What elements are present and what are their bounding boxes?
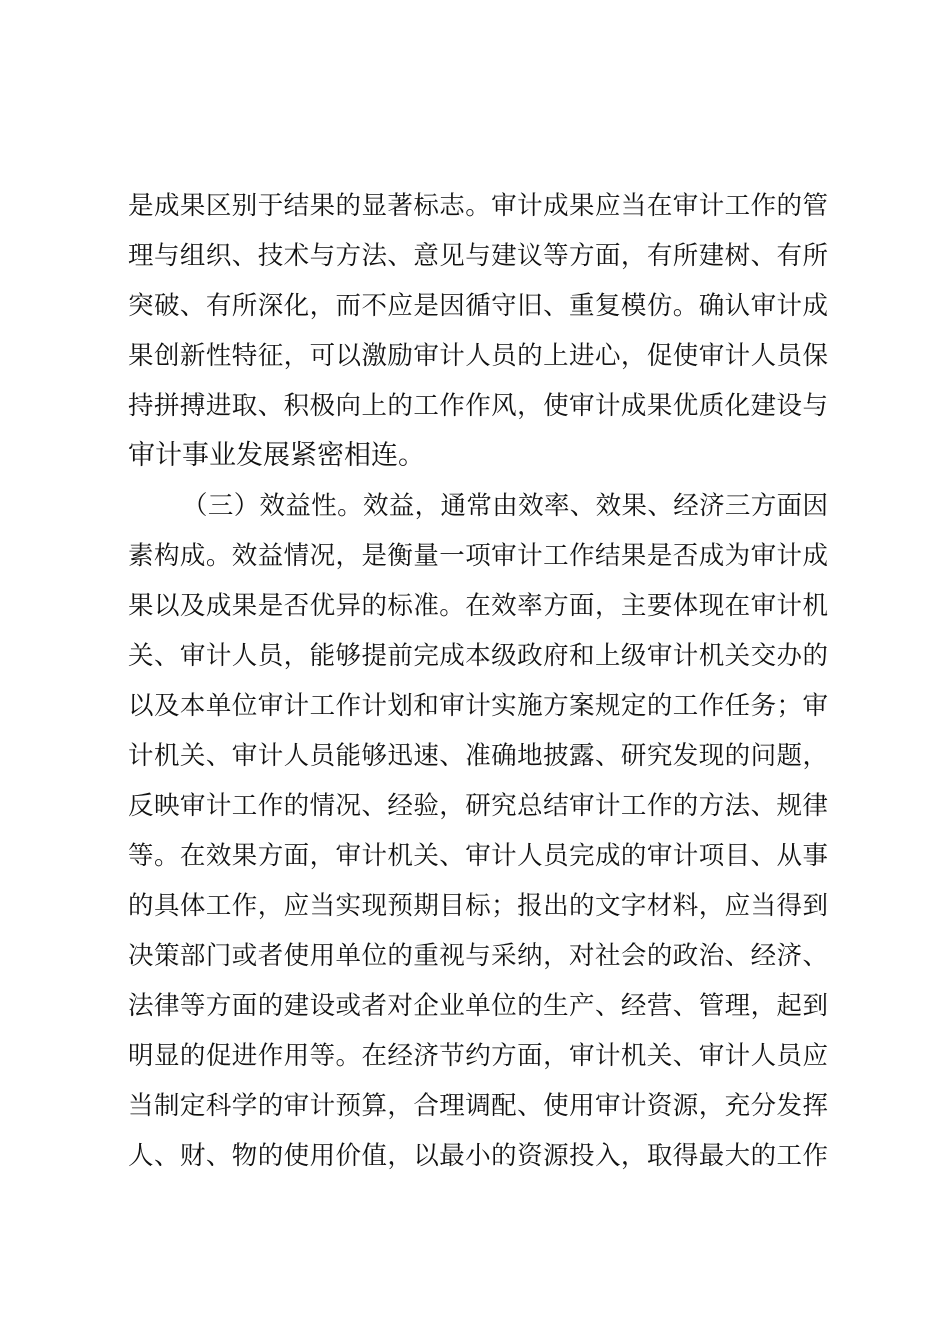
text-line: （三）效益性。效益，通常由效率、效果、经济三方面因	[182, 491, 828, 521]
text-line: 是成果区别于结果的显著标志。审计成果应当在审计工作的管	[128, 191, 828, 221]
text-line: 理与组织、技术与方法、意见与建议等方面，有所建树、有所	[128, 241, 828, 271]
text-line: 决策部门或者使用单位的重视与采纳，对社会的政治、经济、	[128, 941, 828, 971]
text-line: 人、财、物的使用价值，以最小的资源投入，取得最大的工作	[128, 1141, 828, 1171]
text-line: 审计事业发展紧密相连。	[128, 440, 425, 471]
text-line: 明显的促进作用等。在经济节约方面，审计机关、审计人员应	[128, 1041, 828, 1071]
text-line: 持拼搏进取、积极向上的工作作风，使审计成果优质化建设与	[128, 391, 828, 421]
text-line: 果以及成果是否优异的标准。在效率方面，主要体现在审计机	[128, 591, 828, 621]
text-line: 当制定科学的审计预算，合理调配、使用审计资源，充分发挥	[128, 1091, 828, 1121]
text-line: 素构成。效益情况，是衡量一项审计工作结果是否成为审计成	[128, 541, 828, 571]
text-line: 果创新性特征，可以激励审计人员的上进心，促使审计人员保	[128, 341, 828, 371]
text-line: 等。在效果方面，审计机关、审计人员完成的审计项目、从事	[128, 841, 828, 871]
text-line: 突破、有所深化，而不应是因循守旧、重复模仿。确认审计成	[128, 291, 828, 321]
text-line: 关、审计人员，能够提前完成本级政府和上级审计机关交办的	[128, 641, 828, 671]
text-line: 计机关、审计人员能够迅速、准确地披露、研究发现的问题，	[128, 741, 828, 771]
text-line: 以及本单位审计工作计划和审计实施方案规定的工作任务；审	[128, 691, 828, 721]
text-line: 的具体工作，应当实现预期目标；报出的文字材料，应当得到	[128, 891, 828, 921]
text-line: 法律等方面的建设或者对企业单位的生产、经营、管理，起到	[128, 991, 828, 1021]
text-line: 反映审计工作的情况、经验，研究总结审计工作的方法、规律	[128, 791, 828, 821]
